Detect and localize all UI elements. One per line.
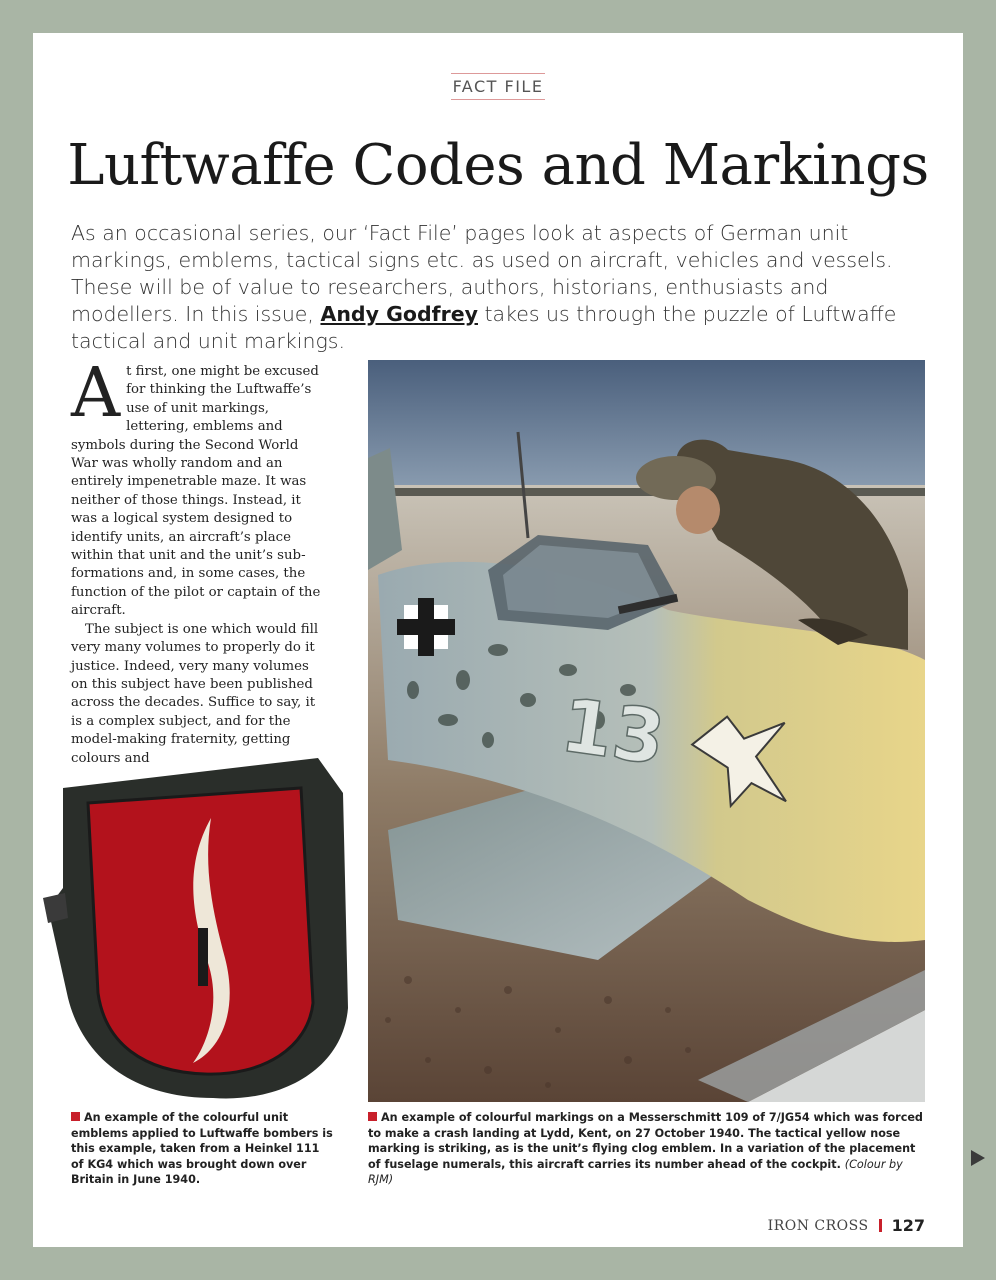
intro-text-after: takes us through the puzzle of Luftwaffe tactical and unit markings. — [71, 302, 897, 353]
section-tag — [33, 73, 963, 100]
page-number: 127 — [891, 1216, 925, 1235]
fuselage-number: 13 — [555, 682, 670, 782]
messerschmitt-photo — [368, 360, 925, 1102]
photo-caption — [368, 1110, 928, 1188]
emblem-caption — [71, 1110, 333, 1188]
intro-standfirst — [71, 220, 931, 355]
emblem-caption-text: An example of the colourful unit emblems applied to Luftwaffe bombers is this example, taken from a Heinkel 111 of KG4 which was brought down over Britain in June 1940. — [71, 1111, 333, 1186]
section-tag-label: FACT FILE — [451, 73, 546, 100]
caption-bullet — [368, 1112, 377, 1121]
kg4-emblem-illustration — [43, 758, 355, 1103]
intro-text-before: As an occasional series, our ‘Fact File’ pages look at aspects of German unit markings, emblems, tactical signs etc. as used on aircraft, vehicles and vessels. These will be of value to researchers, authors, historians, enthusiasts and modellers. In this issue, — [71, 221, 893, 326]
paragraph-1-text: t first, one might be excused for thinking the Luftwaffe’s use of unit markings, lettering, emblems and symbols during the Second World War was wholly random and an entirely impenetrable maze. It was neither of those things. Instead, it was a logical system designed to identify units, an aircraft’s place within that unit and the unit’s sub-formations and, in some cases, the function of the pilot or captain of the aircraft. — [71, 364, 321, 619]
messerschmitt-photo-illustration — [368, 360, 925, 1102]
article-paragraph-2: The subject is one which would fill very many volumes to properly do it justice. Indeed, very many volumes on this subject have been published across the decades. Suffice to say, it is a complex subject, and for the model-making fraternity, getting colours and — [71, 621, 319, 766]
author-name: Andy Godfrey — [320, 302, 478, 326]
play-arrow-icon[interactable] — [971, 1150, 985, 1166]
kg4-emblem-photo — [43, 758, 355, 1103]
page-title: Luftwaffe Codes and Markings — [67, 133, 929, 198]
caption-bullet — [71, 1112, 80, 1121]
publication-name: IRON CROSS — [767, 1217, 869, 1234]
photo-caption-text: An example of colourful markings on a Messerschmitt 109 of 7/JG54 which was forced to make a crash landing at Lydd, Kent, on 27 October 1940. The tactical yellow nose marking is striking, as is the unit’s flying clog emblem. In a variation of the placement of fuselage numerals, this aircraft carries its number ahead of the cockpit. — [368, 1111, 923, 1171]
magazine-page — [33, 33, 963, 1247]
drop-cap: A — [71, 354, 121, 433]
page-footer — [768, 1216, 925, 1235]
article-body — [71, 354, 327, 768]
footer-divider — [879, 1219, 882, 1232]
article-paragraph-1 — [71, 354, 327, 621]
photo-credit: (Colour by RJM) — [368, 1157, 903, 1186]
